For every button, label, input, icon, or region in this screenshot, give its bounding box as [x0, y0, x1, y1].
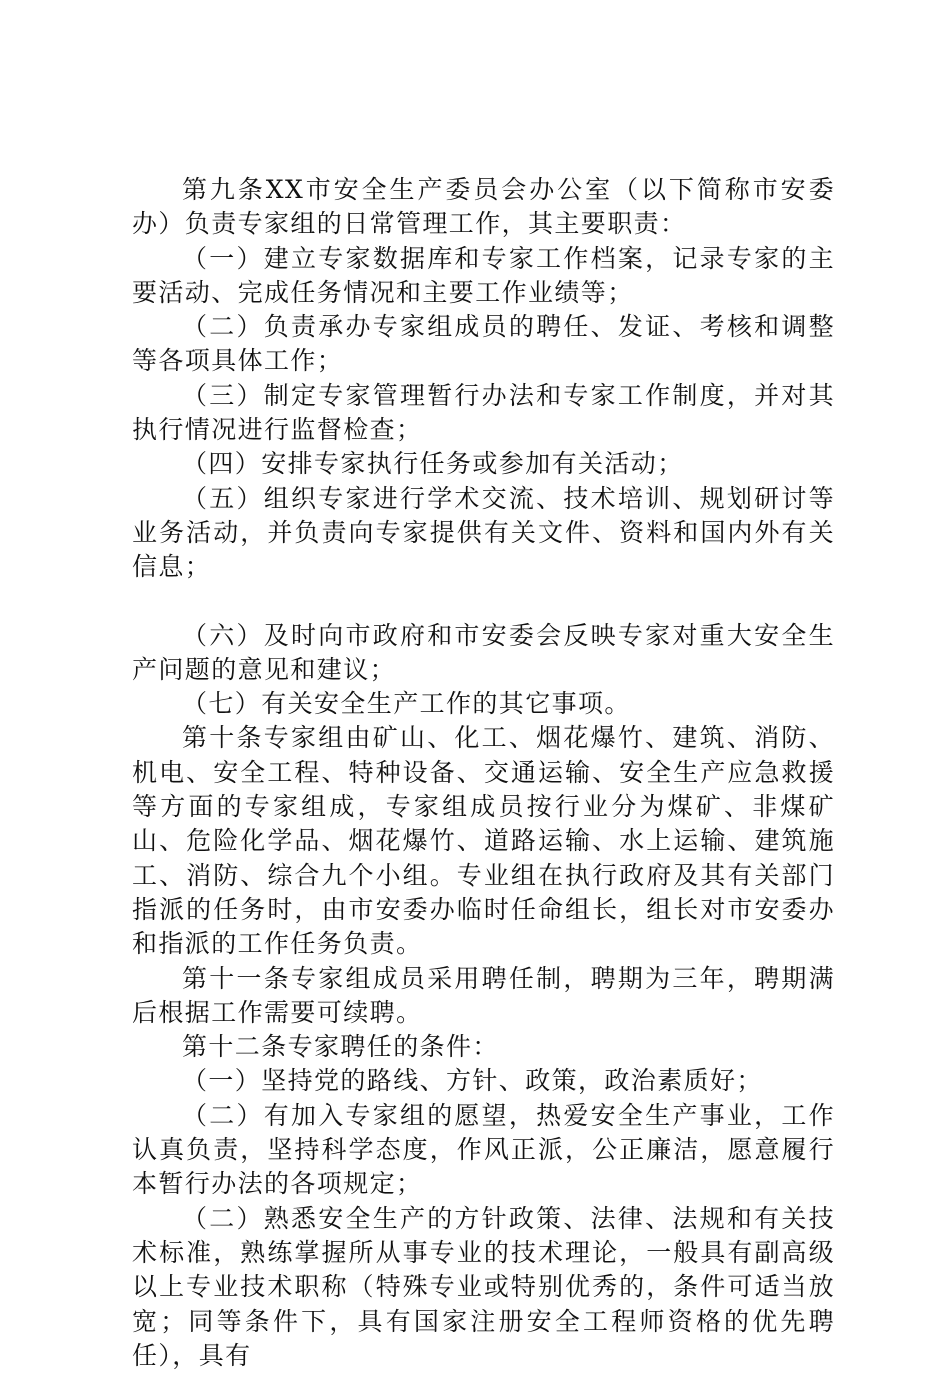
article-9-paragraph: 第九条XX市安全生产委员会办公室（以下简称市安委办）负责专家组的日常管理工作，其主要职责： [132, 175, 835, 239]
article-12-item-1: （一）坚持党的路线、方针、政策，政治素质好； [182, 1066, 763, 1096]
article-9-item-6: （六）及时向市政府和市安委会反映专家对重大安全生产问题的意见和建议； [132, 620, 835, 684]
article-12-item-3: （二）熟悉安全生产的方针政策、法律、法规和有关技术标准，熟练掌握所从事专业的技术理论，一般具有副高级以上专业技术职称（特殊专业或特别优秀的，条件可适当放宽；同等条件下，具有国家注册安全工程师资格的优先聘任），具有 [132, 1203, 835, 1370]
article-9-item-3: （三）制定专家管理暂行办法和专家工作制度，并对其执行情况进行监督检查； [132, 380, 835, 445]
article-9-item-2: （二）负责承办专家组成员的聘任、发证、考核和调整等各项具体工作； [132, 312, 835, 376]
article-12-item-2: （二）有加入专家组的愿望，热爱安全生产事业，工作认真负责，坚持科学态度，作风正派，公正廉洁，愿意履行本暂行办法的各项规定； [132, 1100, 835, 1199]
article-10-paragraph: 第十条专家组由矿山、化工、烟花爆竹、建筑、消防、机电、安全工程、特种设备、交通运输、安全生产应急救援等方面的专家组成，专家组成员按行业分为煤矿、非煤矿山、危险化学品、烟花爆竹、道路运输、水上运输、建筑施工、消防、综合九个小组。专业组在执行政府及其有关部门指派的任务时，由市安委办临时任命组长，组长对市安委办和指派的工作任务负责。 [132, 723, 835, 959]
article-11-paragraph: 第十一条专家组成员采用聘任制，聘期为三年，聘期满后根据工作需要可续聘。 [132, 963, 835, 1027]
document-body [132, 173, 835, 1373]
article-12-paragraph: 第十二条专家聘任的条件： [182, 1032, 499, 1062]
article-9-item-1: （一）建立专家数据库和专家工作档案，记录专家的主要活动、完成任务情况和主要工作业绩等； [132, 243, 835, 307]
article-9-item-7: （七）有关安全生产工作的其它事项。 [182, 689, 631, 719]
article-9-item-4: （四）安排专家执行任务或参加有关活动； [182, 449, 684, 479]
article-9-item-5: （五）组织专家进行学术交流、技术培训、规划研讨等业务活动，并负责向专家提供有关文件、资料和国内外有关信息； [132, 483, 835, 582]
